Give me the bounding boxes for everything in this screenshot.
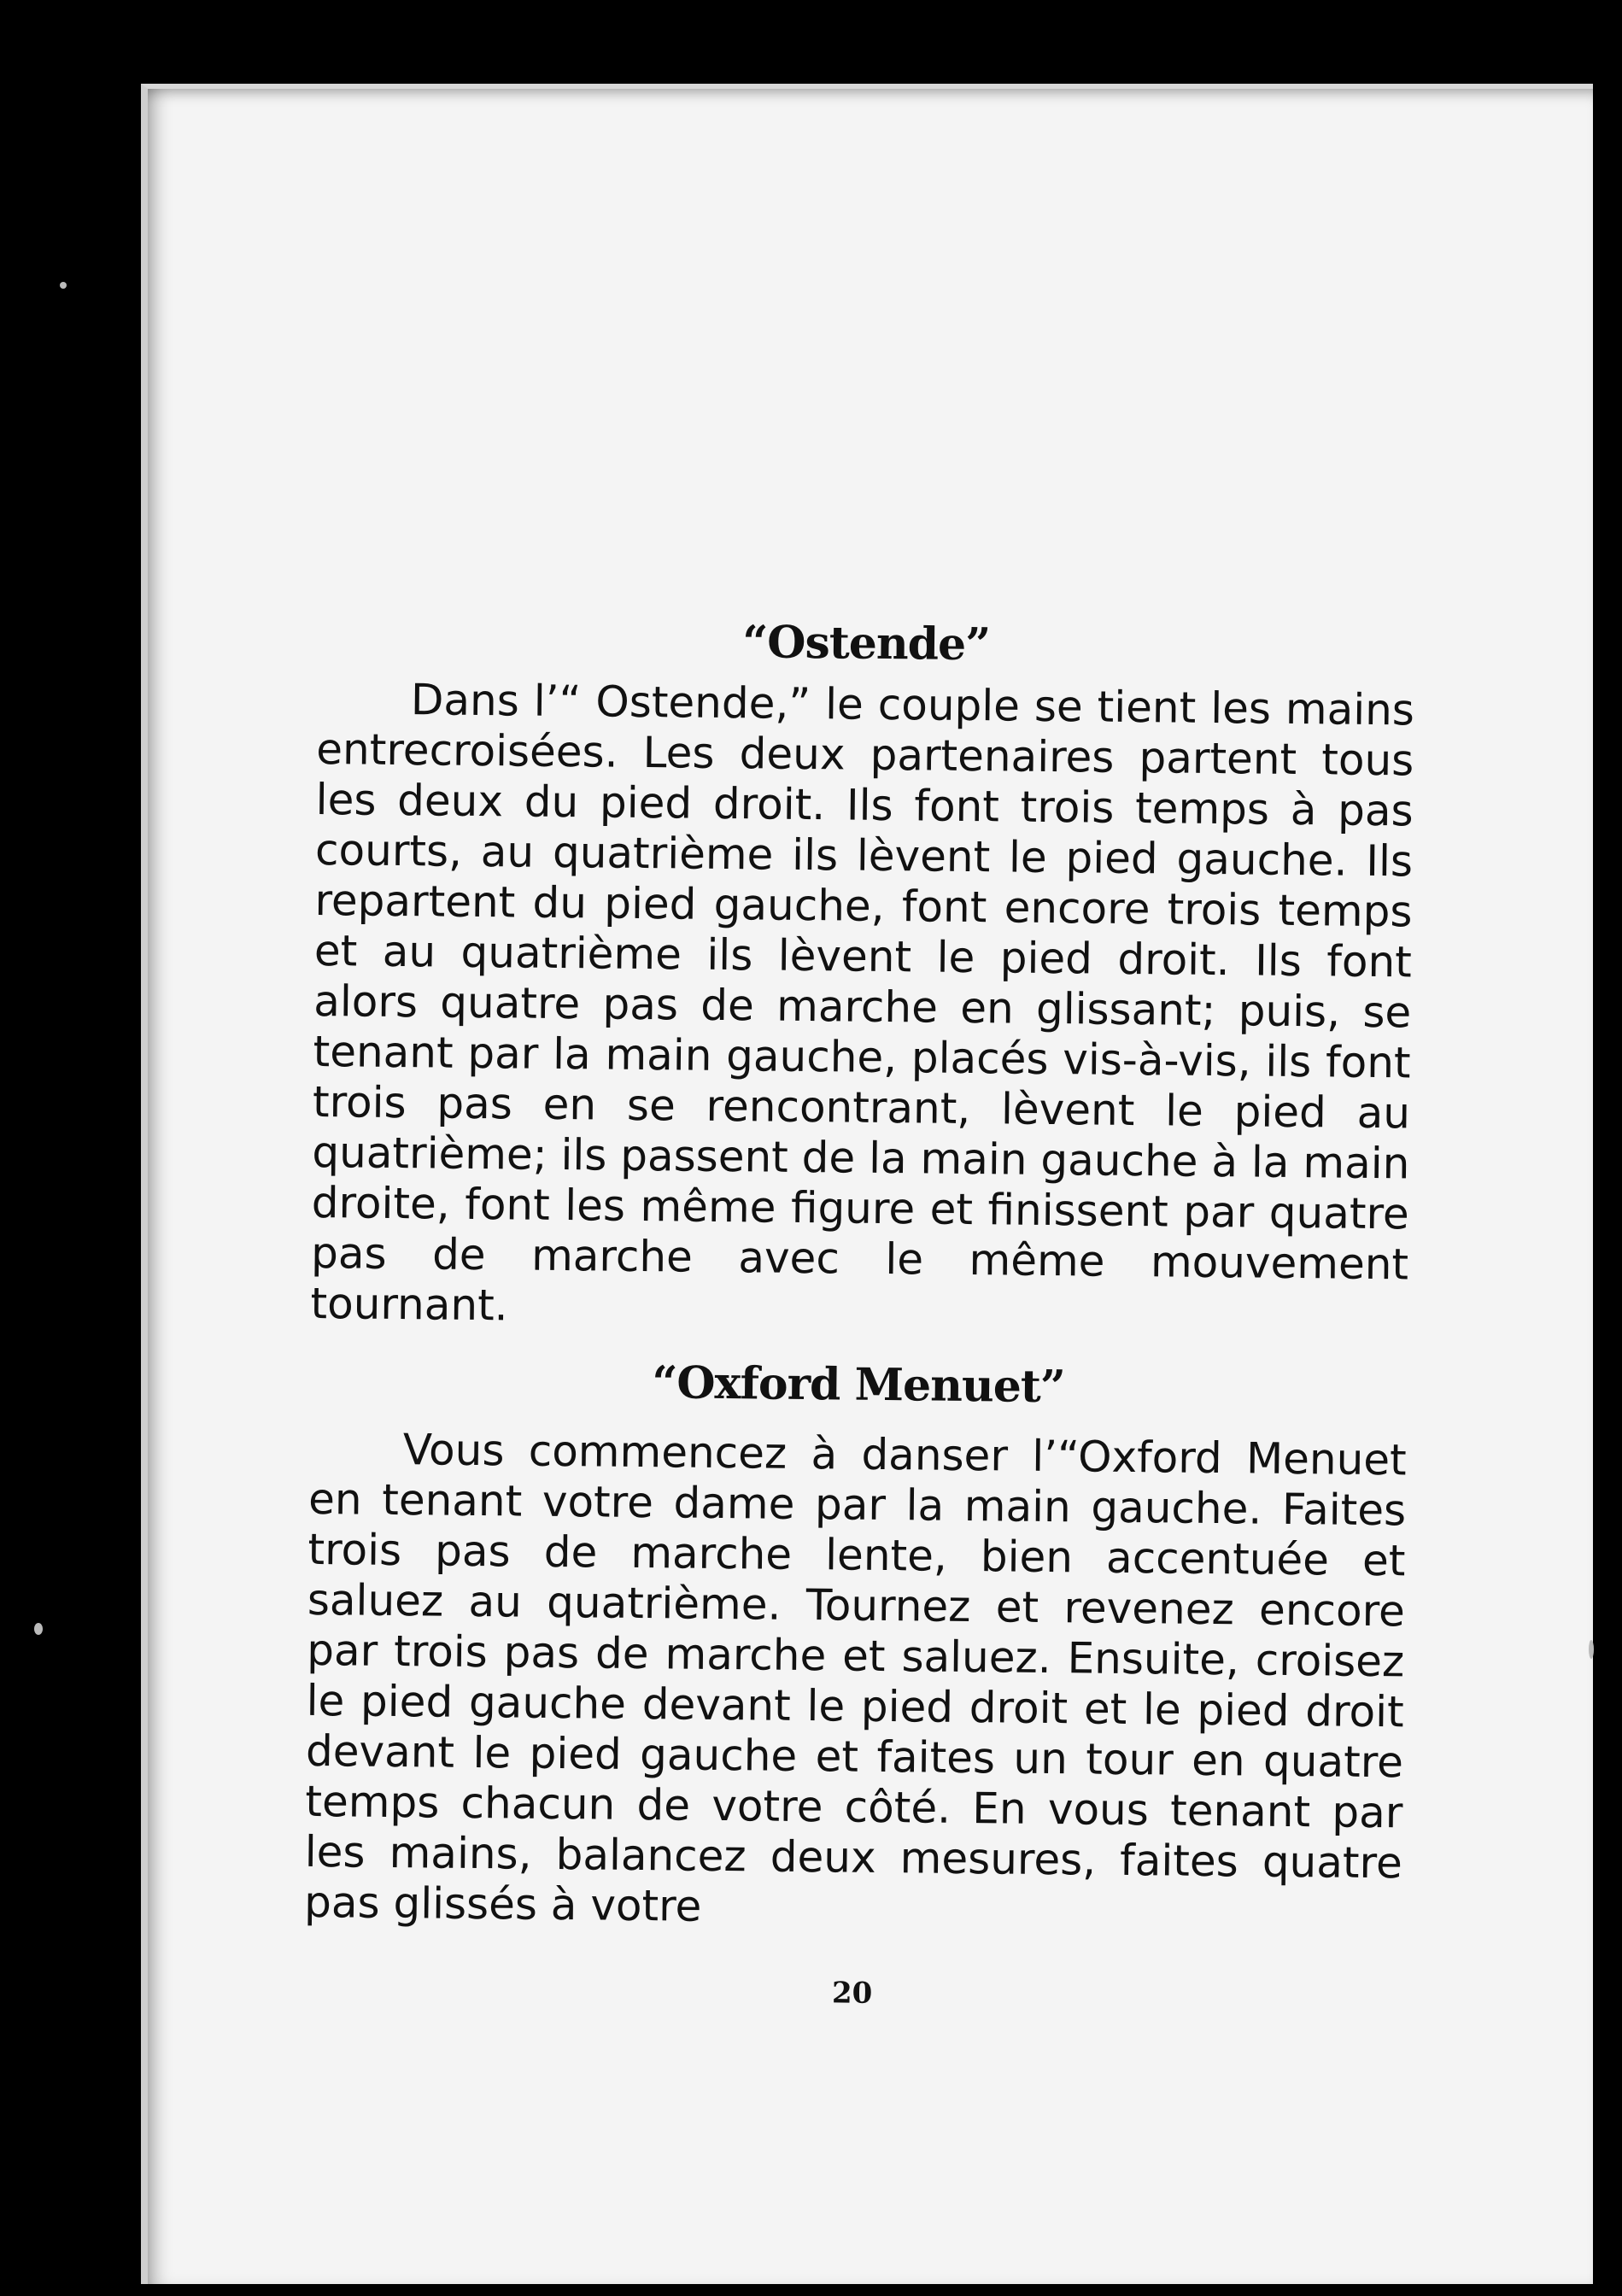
scan-speck	[1589, 1640, 1594, 1659]
page-content	[303, 533, 1416, 2016]
section-heading-oxford-menuet: “Oxford Menuet”	[652, 1356, 1066, 1414]
section-heading-ostende: “Ostende”	[741, 616, 991, 671]
page-number: 20	[831, 1976, 873, 2011]
section-text-oxford-menuet: Vous commencez à danser l’“Oxford Menuet en tenant votre dame par la main gauche. Faites trois pas de marche lente, bien accentuée et saluez au quatrième. Tournez et revenez encore par trois pas de marche et saluez. Ensuite, croisez le pied gauche devant le pied droit et le pied droit devant le pied gauche et faites un tour en quatre temps chacun de votre côté. En vous tenant par les mains, balancez deux mesures, faites quatre pas glissés à votre	[303, 1425, 1408, 1931]
section-text-ostende: Dans l’“ Ostende,” le couple se tient les mains entrecroisées. Les deux partenaires partent tous les deux du pied droit. Ils font trois temps à pas courts, au quatrième ils lèvent le pied gauche. Ils repartent du pied gauche, font encore trois temps et au quatrième ils lèvent le pied droit. Ils font alors quatre pas de marche en glissant; puis, se tenant par la main gauche, placés vis-à-vis, ils font trois pas en se rencontrant, lèvent le pied au quatrième; ils passent de la main gauche à la main droite, font les même figure et finissent par quatre pas de marche avec le même mouvement tournant.	[310, 675, 1415, 1331]
scan-speck	[60, 282, 67, 289]
book-page	[141, 84, 1593, 2284]
scan-speck	[34, 1623, 43, 1635]
